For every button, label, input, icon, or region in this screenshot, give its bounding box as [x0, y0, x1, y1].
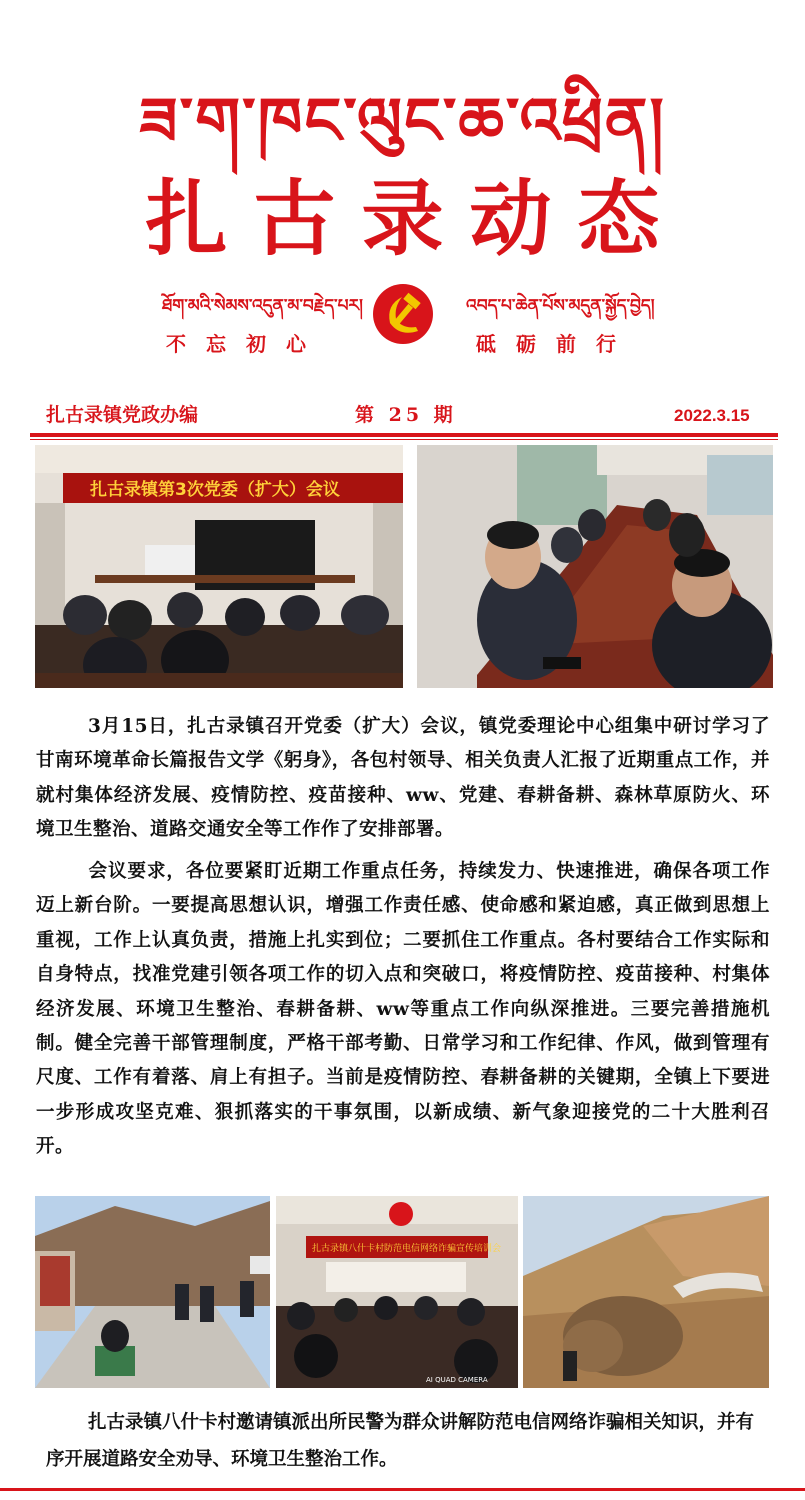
tibetan-title: ཟ་ག་ཁང་ལུང་ཆ་འཕྲིན།: [139, 84, 666, 159]
meeting-table-photo: [417, 445, 773, 688]
training-session-photo: [276, 1196, 518, 1388]
camera-watermark: AI QUAD CAMERA: [426, 1376, 488, 1384]
slogan-right: 砥砺前行: [476, 332, 636, 356]
village-cleanup-photo: [523, 1196, 769, 1388]
slogan-left: 不忘初心: [166, 332, 326, 356]
newsletter-title: 扎古录动态: [145, 172, 686, 267]
footer-divider: [0, 1488, 805, 1491]
header-divider: [30, 433, 778, 437]
article-paragraph-1: 3月15日，扎古录镇召开党委（扩大）会议，镇党委理论中心组集中研讨学习了甘南环境革命长篇报告文学《躬身》，各包村领导、相关负责人汇报了近期重点工作，并就村集体经济发展、疫情防控、疫苗接种、ww、党建、春耕备耕、森林草原防火、环境卫生整治、道路交通安全等工作作了安排部署。: [36, 716, 770, 841]
issue-number: 第 25 期: [355, 404, 457, 426]
road-safety-photo: [35, 1196, 270, 1388]
meeting-banner: 扎古录镇第3次党委（扩大）会议: [90, 480, 340, 500]
masthead: [0, 0, 805, 390]
issue-date: 2022.3.15: [674, 406, 750, 425]
slogan-left-tibetan: ཐོག་མའི་སེམས་འདུན་མ་བརྗེད་པར།: [162, 296, 363, 316]
party-emblem-icon: [372, 283, 434, 345]
meeting-hall-photo: [35, 445, 403, 688]
slogan-right-tibetan: འབད་པ་ཆེན་པོས་མདུན་སྐྱོད་བྱེད།: [466, 296, 655, 316]
training-banner: 扎古录镇八什卡村防范电信网络诈骗宣传培训会: [312, 1244, 502, 1254]
photo-caption: 扎古录镇八什卡村邀请镇派出所民警为群众讲解防范电信网络诈骗相关知识，并有序开展道路安全劝导、环境卫生整治工作。: [46, 1412, 755, 1470]
header-divider-thin: [30, 439, 778, 440]
editor-label: 扎古录镇党政办编: [46, 404, 199, 426]
article-paragraph-2: 会议要求，各位要紧盯近期工作重点任务，持续发力、快速推进，确保各项工作迈上新台阶。一要提高思想认识，增强工作责任感、使命感和紧迫感，真正做到思想上重视，工作上认真负责，措施上扎实到位；二要抓住工作重点。各村要结合工作实际和自身特点，找准党建引领各项工作的切入点和突破口，将疫情防控、疫苗接种、村集体经济发展、环境卫生整治、春耕备耕、ww等重点工作向纵深推进。三要完善措施机制。健全完善干部管理制度，严格干部考勤、日常学习和工作纪律、作风，做到管理有尺度、工作有着落、肩上有担子。当前是疫情防控、春耕备耕的关键期，全镇上下要进一步形成攻坚克难、狠抓落实的干事氛围，以新成绩、新气象迎接党的二十大胜利召开。: [36, 861, 770, 1158]
